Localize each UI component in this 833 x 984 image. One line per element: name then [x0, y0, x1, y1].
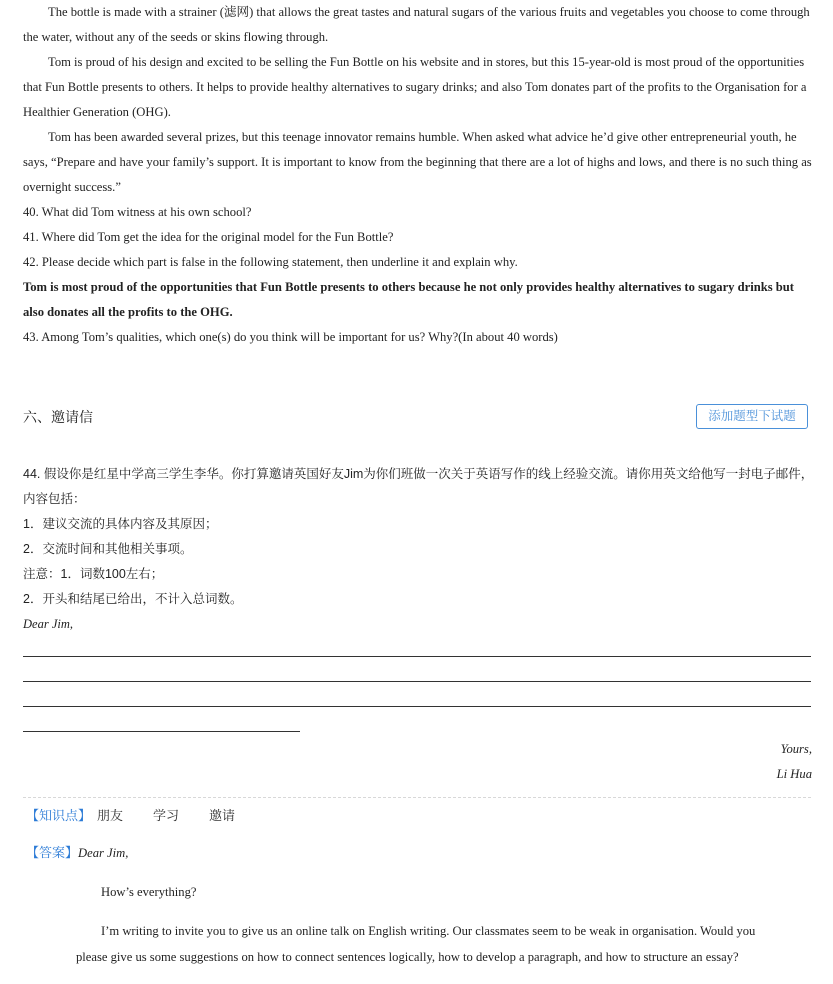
letter-salutation: Dear Jim, [23, 617, 73, 631]
question-42-statement: Tom is most proud of the opportunities that Fun Bottle presents to others because he not only provides healthy alternatives to sugary drinks but also donates all the profits to the OHG. [23, 280, 794, 319]
passage-paragraph-1: The bottle is made with a strainer (滤网) that allows the great tastes and natural sugars of the various fruits and vegetables you choose to come through the water, without any of the seeds or skins flowing through. [23, 5, 810, 44]
section-title: 六、邀请信 [23, 409, 93, 425]
answer-salutation: Dear Jim, [78, 846, 129, 860]
answer-tag: 【答案】 [26, 845, 79, 860]
question-44-note-2: 2．开头和结尾已给出，不计入总词数。 [23, 592, 243, 606]
question-41: 41. Where did Tom get the idea for the original model for the Fun Bottle? [23, 230, 394, 244]
knowledge-item[interactable]: 朋友 [97, 808, 124, 823]
answer-line-2 [23, 681, 811, 682]
add-question-button[interactable]: 添加题型下试题 [696, 404, 808, 429]
question-43: 43. Among Tom’s qualities, which one(s) do you think will be important for us? Why?(In about 40 words) [23, 330, 558, 344]
answer-paragraph-1: How’s everything? [101, 885, 197, 899]
question-44-item-1: 1．建议交流的具体内容及其原因； [23, 517, 218, 531]
answer-paragraph-2: I’m writing to invite you to give us an online talk on English writing. Our classmates seem to be weak in organisation. Would you please give us some suggestions on how to connect sentences logically, how to develop a paragraph, and how to structure an essay? [76, 924, 756, 964]
answer-line-3 [23, 706, 811, 707]
knowledge-tag: 【知识点】 [26, 808, 92, 823]
letter-signature: Li Hua [776, 767, 812, 781]
passage-paragraph-3: Tom has been awarded several prizes, but this teenage innovator remains humble. When asked what advice he’d give other entrepreneurial youth, he says, “Prepare and have your family’s support. It is important to know from the beginning that there are a lot of highs and lows, and there is no such thing as overnight success.” [23, 130, 812, 194]
passage-paragraph-2: Tom is proud of his design and excited to be selling the Fun Bottle on his website and in stores, but this 15-year-old is most proud of the opportunities that Fun Bottle presents to others. It helps to provide healthy alternatives to sugary drinks; and also Tom donates part of the profits to the Organisation for a Healthier Generation (OHG). [23, 55, 807, 119]
knowledge-item[interactable]: 学习 [153, 808, 180, 823]
answer-line-1 [23, 656, 811, 657]
question-42: 42. Please decide which part is false in the following statement, then underline it and explain why. [23, 255, 518, 269]
letter-closing: Yours, [780, 742, 812, 756]
question-40: 40. What did Tom witness at his own school? [23, 205, 252, 219]
divider [23, 797, 811, 798]
answer-header [26, 842, 128, 864]
question-44-prompt: 44. 假设你是红星中学高三学生李华。你打算邀请英国好友Jim为你们班做一次关于英语写作的线上经验交流。请你用英文给他写一封电子邮件，内容包括： [23, 467, 814, 506]
answer-line-4 [23, 731, 300, 732]
knowledge-points [26, 805, 259, 827]
knowledge-item[interactable]: 邀请 [209, 808, 236, 823]
question-44-note-1: 注意：1．词数100左右； [23, 567, 164, 581]
question-44-item-2: 2．交流时间和其他相关事项。 [23, 542, 193, 556]
